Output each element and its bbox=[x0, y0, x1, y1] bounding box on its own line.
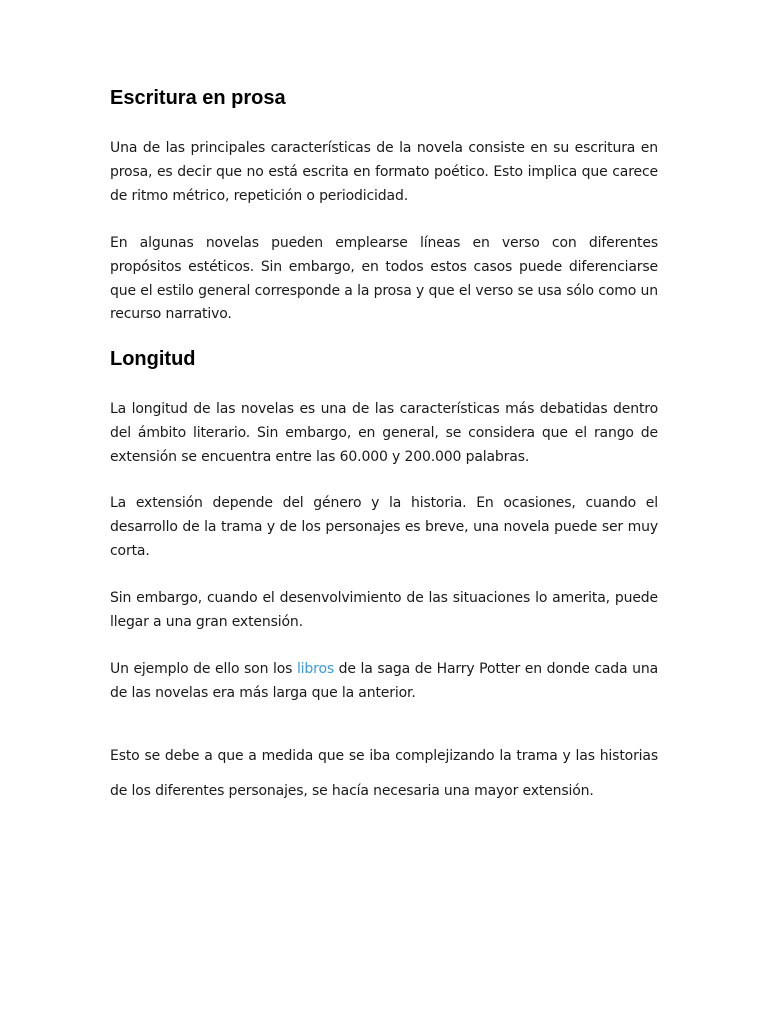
paragraph: La longitud de las novelas es una de las características más debatidas dentro del ámbito literario. Sin embargo, en general, se considera que el rango de extensión se encuentra entre las 60.000 y 200.000 palabras. bbox=[110, 401, 658, 465]
libros-link[interactable]: libros bbox=[296, 661, 335, 677]
section-heading-escritura: Escritura en prosa bbox=[110, 87, 286, 109]
paragraph: Una de las principales características de la novela consiste en su escritura en prosa, es decir que no está escrita en formato poético. Esto implica que carece de ritmo métrico, repetición o periodicidad. bbox=[110, 140, 658, 204]
paragraph-with-link bbox=[110, 658, 658, 706]
section-heading-longitud: Longitud bbox=[110, 348, 196, 370]
link-paragraph-after: de la saga de Harry Potter en donde cada una de las novelas era más larga que la anterior. bbox=[110, 661, 659, 701]
paragraph: Sin embargo, cuando el desenvolvimiento de las situaciones lo amerita, puede llegar a una gran extensión. bbox=[110, 590, 658, 630]
paragraph: Esto se debe a que a medida que se iba complejizando la trama y las historias de los diferentes personajes, se hacía necesaria una mayor extensión. bbox=[110, 748, 658, 799]
link-paragraph-before: Un ejemplo de ello son los bbox=[110, 661, 297, 677]
paragraph: La extensión depende del género y la historia. En ocasiones, cuando el desarrollo de la trama y de los personajes es breve, una novela puede ser muy corta. bbox=[110, 495, 658, 559]
paragraph: En algunas novelas pueden emplearse líneas en verso con diferentes propósitos estéticos. Sin embargo, en todos estos casos puede diferenciarse que el estilo general corresponde a la prosa y que el verso se usa sólo como un recurso narrativo. bbox=[110, 235, 658, 323]
